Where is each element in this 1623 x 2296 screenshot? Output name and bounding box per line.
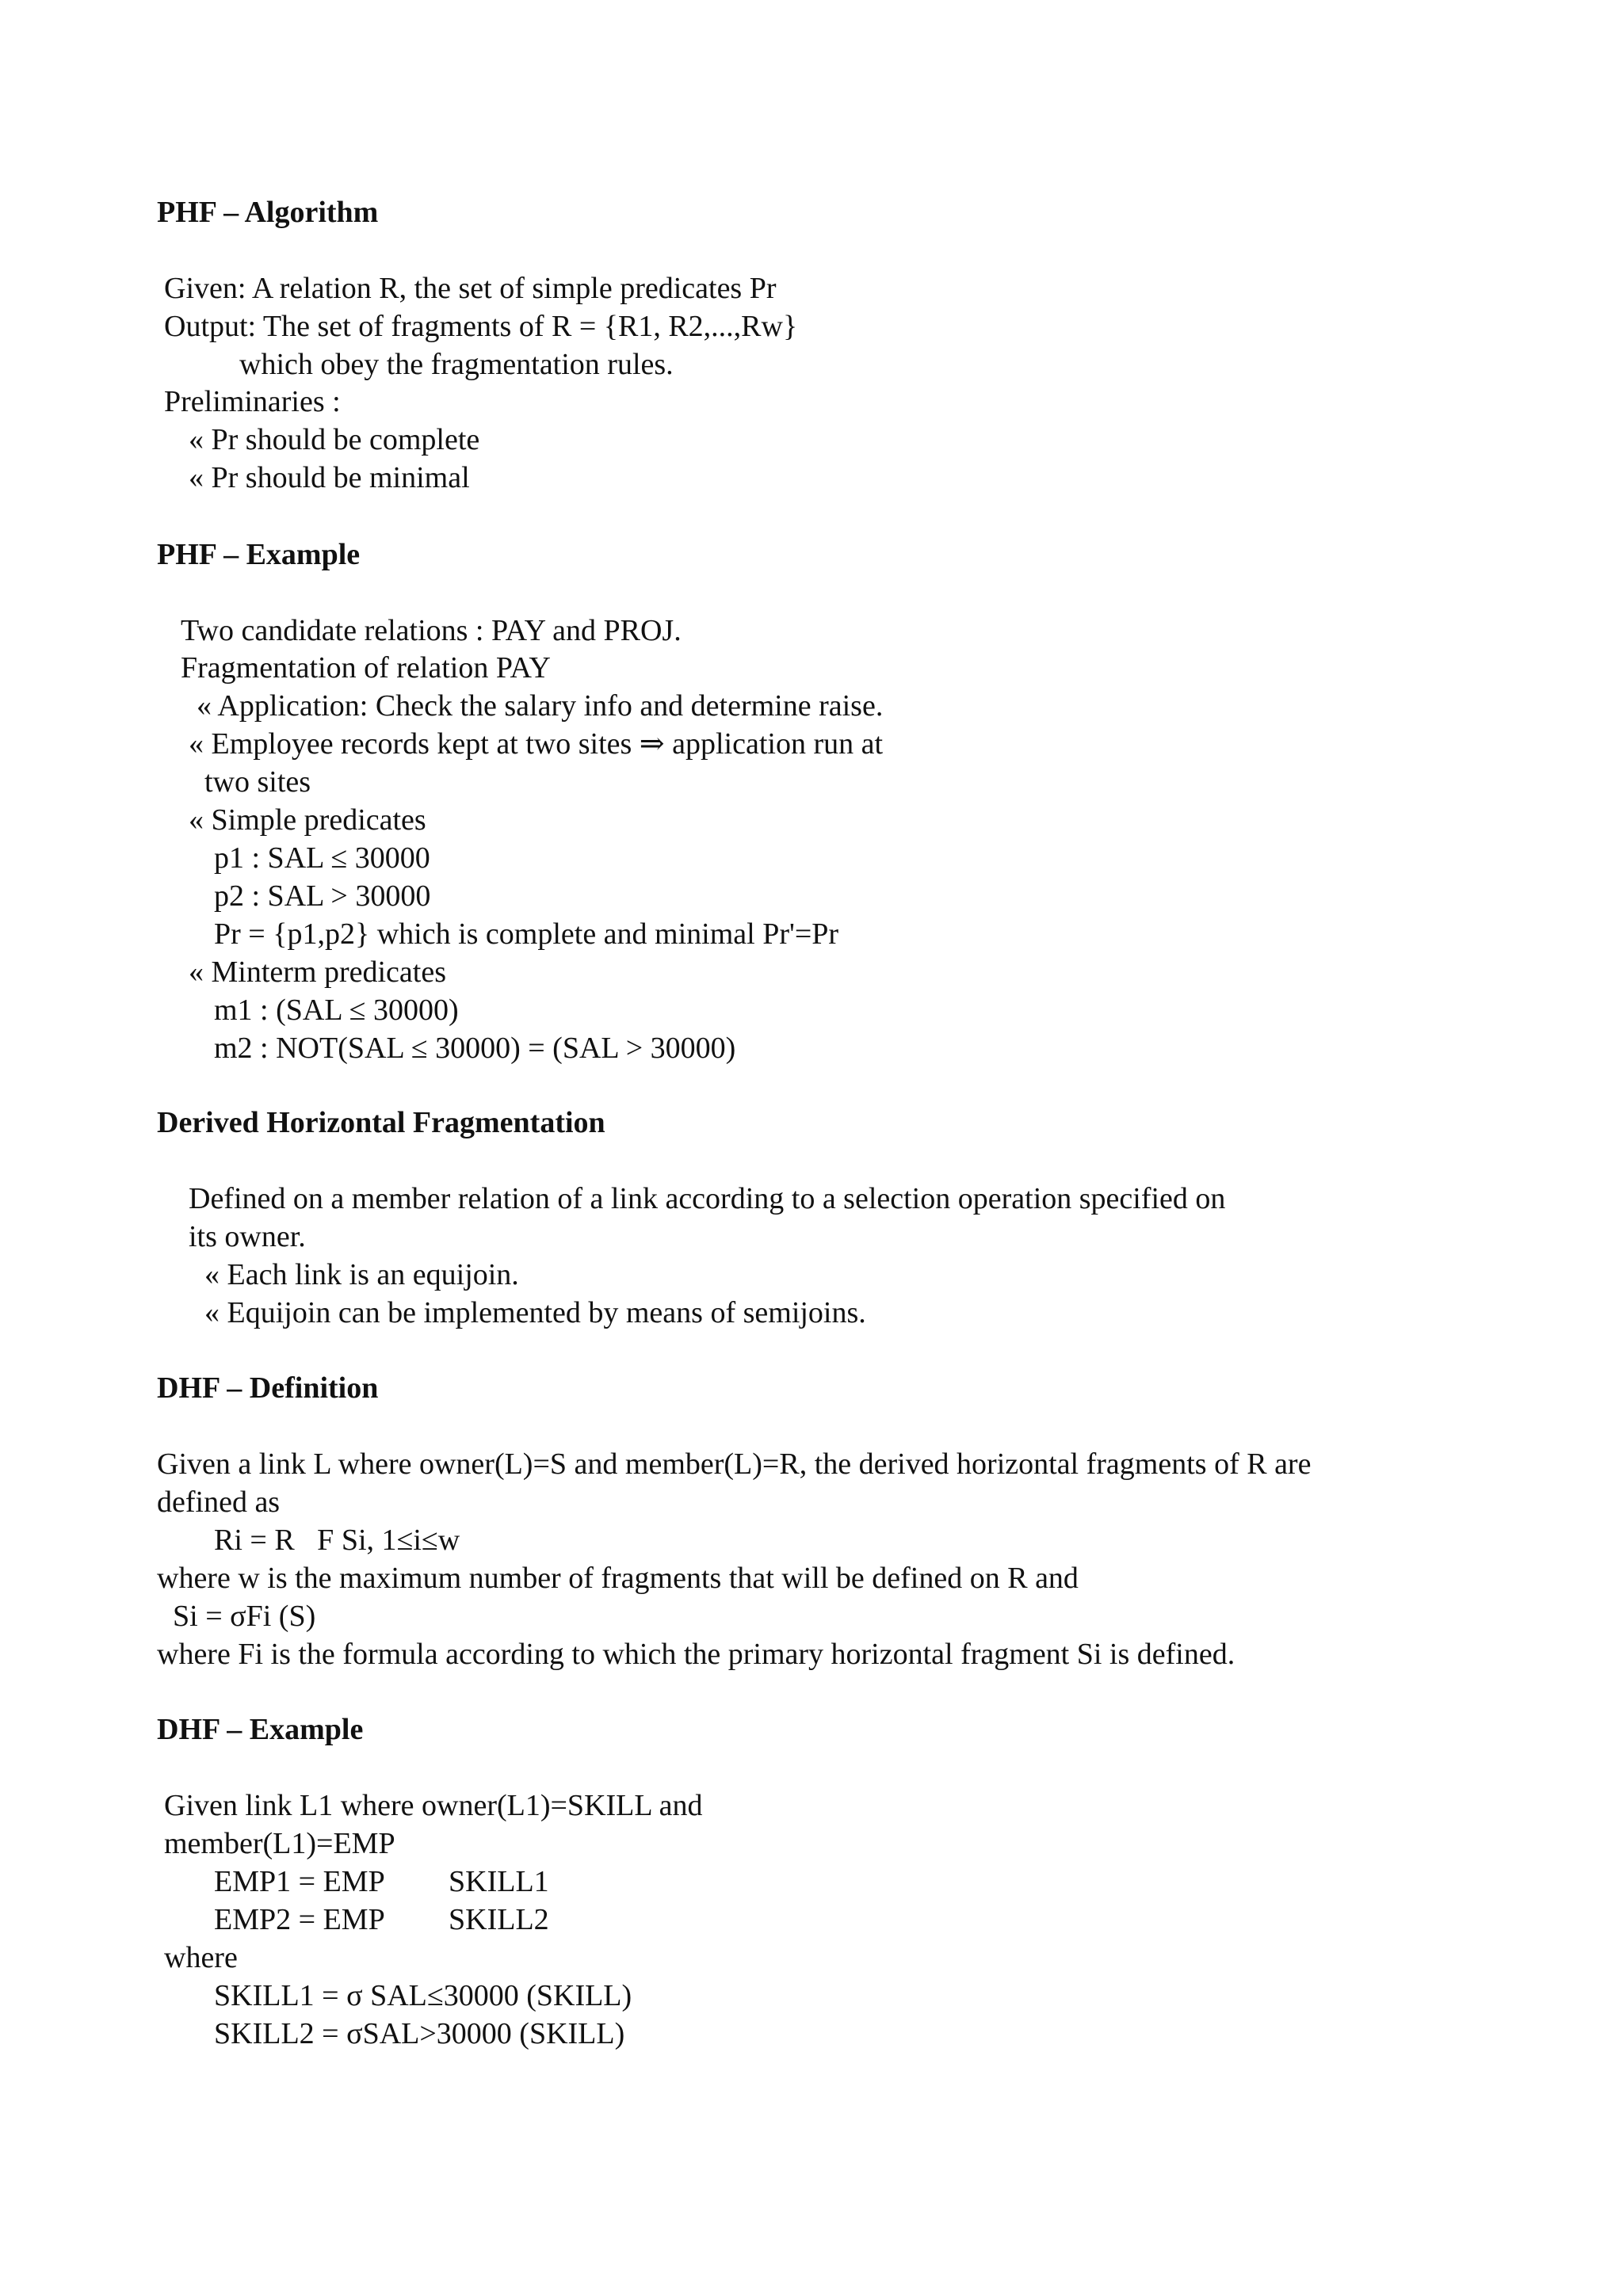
- dhf-intro-semijoins: « Equijoin can be implemented by means of semijoins.: [204, 1296, 866, 1329]
- phf-example-pr: Pr = {p1,p2} which is complete and minimal Pr'=Pr: [214, 917, 839, 951]
- phf-example-simple-predicates: « Simple predicates: [189, 803, 426, 837]
- dhf-definition-heading: DHF – Definition: [157, 1371, 379, 1405]
- dhf-definition-where-fi: where Fi is the formula according to which the primary horizontal fragment Si is defined.: [157, 1638, 1235, 1671]
- phf-example-application: « Application: Check the salary info and determine raise.: [197, 689, 884, 723]
- phf-algorithm-given: Given: A relation R, the set of simple predicates Pr: [164, 272, 777, 305]
- phf-example-heading: PHF – Example: [157, 538, 361, 571]
- dhf-example-emp2-right: SKILL2: [449, 1903, 549, 1936]
- phf-example-employee-records-cont: two sites: [204, 765, 311, 799]
- dhf-example-heading: DHF – Example: [157, 1713, 364, 1746]
- dhf-intro-defined-on: Defined on a member relation of a link according to a selection operation specified on: [189, 1182, 1226, 1215]
- phf-example-minterm-predicates: « Minterm predicates: [189, 955, 447, 989]
- dhf-example-skill2: SKILL2 = σSAL>30000 (SKILL): [214, 2017, 625, 2050]
- dhf-intro-equijoin: « Each link is an equijoin.: [204, 1258, 519, 1291]
- dhf-definition-given-link: Given a link L where owner(L)=S and member(L)=R, the derived horizontal fragments of R are: [157, 1447, 1312, 1481]
- dhf-definition-ri-formula: Ri = R F Si, 1≤i≤w: [214, 1524, 460, 1557]
- phf-example-p1: p1 : SAL ≤ 30000: [214, 841, 430, 875]
- phf-example-m1: m1 : (SAL ≤ 30000): [214, 994, 459, 1027]
- dhf-definition-where-w: where w is the maximum number of fragments that will be defined on R and: [157, 1562, 1079, 1595]
- phf-algorithm-heading: PHF – Algorithm: [157, 196, 379, 229]
- phf-example-candidates: Two candidate relations : PAY and PROJ.: [181, 614, 682, 647]
- phf-algorithm-preliminaries: Preliminaries :: [164, 385, 341, 418]
- phf-algorithm-output: Output: The set of fragments of R = {R1, R2,...,Rw}: [164, 310, 798, 343]
- dhf-example-emp2-left: EMP2 = EMP: [214, 1903, 385, 1936]
- dhf-intro-heading: Derived Horizontal Fragmentation: [157, 1106, 605, 1139]
- phf-example-m2: m2 : NOT(SAL ≤ 30000) = (SAL > 30000): [214, 1032, 736, 1065]
- phf-example-fragmentation: Fragmentation of relation PAY: [181, 651, 551, 685]
- dhf-example-where: where: [164, 1941, 238, 1974]
- phf-example-employee-records: « Employee records kept at two sites ⇒ application run at: [189, 727, 884, 761]
- dhf-example-member: member(L1)=EMP: [164, 1827, 395, 1860]
- dhf-definition-defined-as: defined as: [157, 1486, 281, 1519]
- phf-algorithm-output-cont: which obey the fragmentation rules.: [239, 348, 674, 381]
- dhf-example-emp1-right: SKILL1: [449, 1865, 549, 1898]
- dhf-example-skill1: SKILL1 = σ SAL≤30000 (SKILL): [214, 1979, 632, 2012]
- dhf-intro-defined-on-cont: its owner.: [189, 1220, 306, 1253]
- phf-example-p2: p2 : SAL > 30000: [214, 879, 431, 913]
- dhf-definition-si-formula: Si = σFi (S): [173, 1600, 316, 1633]
- phf-algorithm-bullet-minimal: « Pr should be minimal: [189, 461, 470, 494]
- dhf-example-emp1-left: EMP1 = EMP: [214, 1865, 385, 1898]
- phf-algorithm-bullet-complete: « Pr should be complete: [189, 423, 480, 456]
- dhf-example-given-link: Given link L1 where owner(L1)=SKILL and: [164, 1789, 703, 1822]
